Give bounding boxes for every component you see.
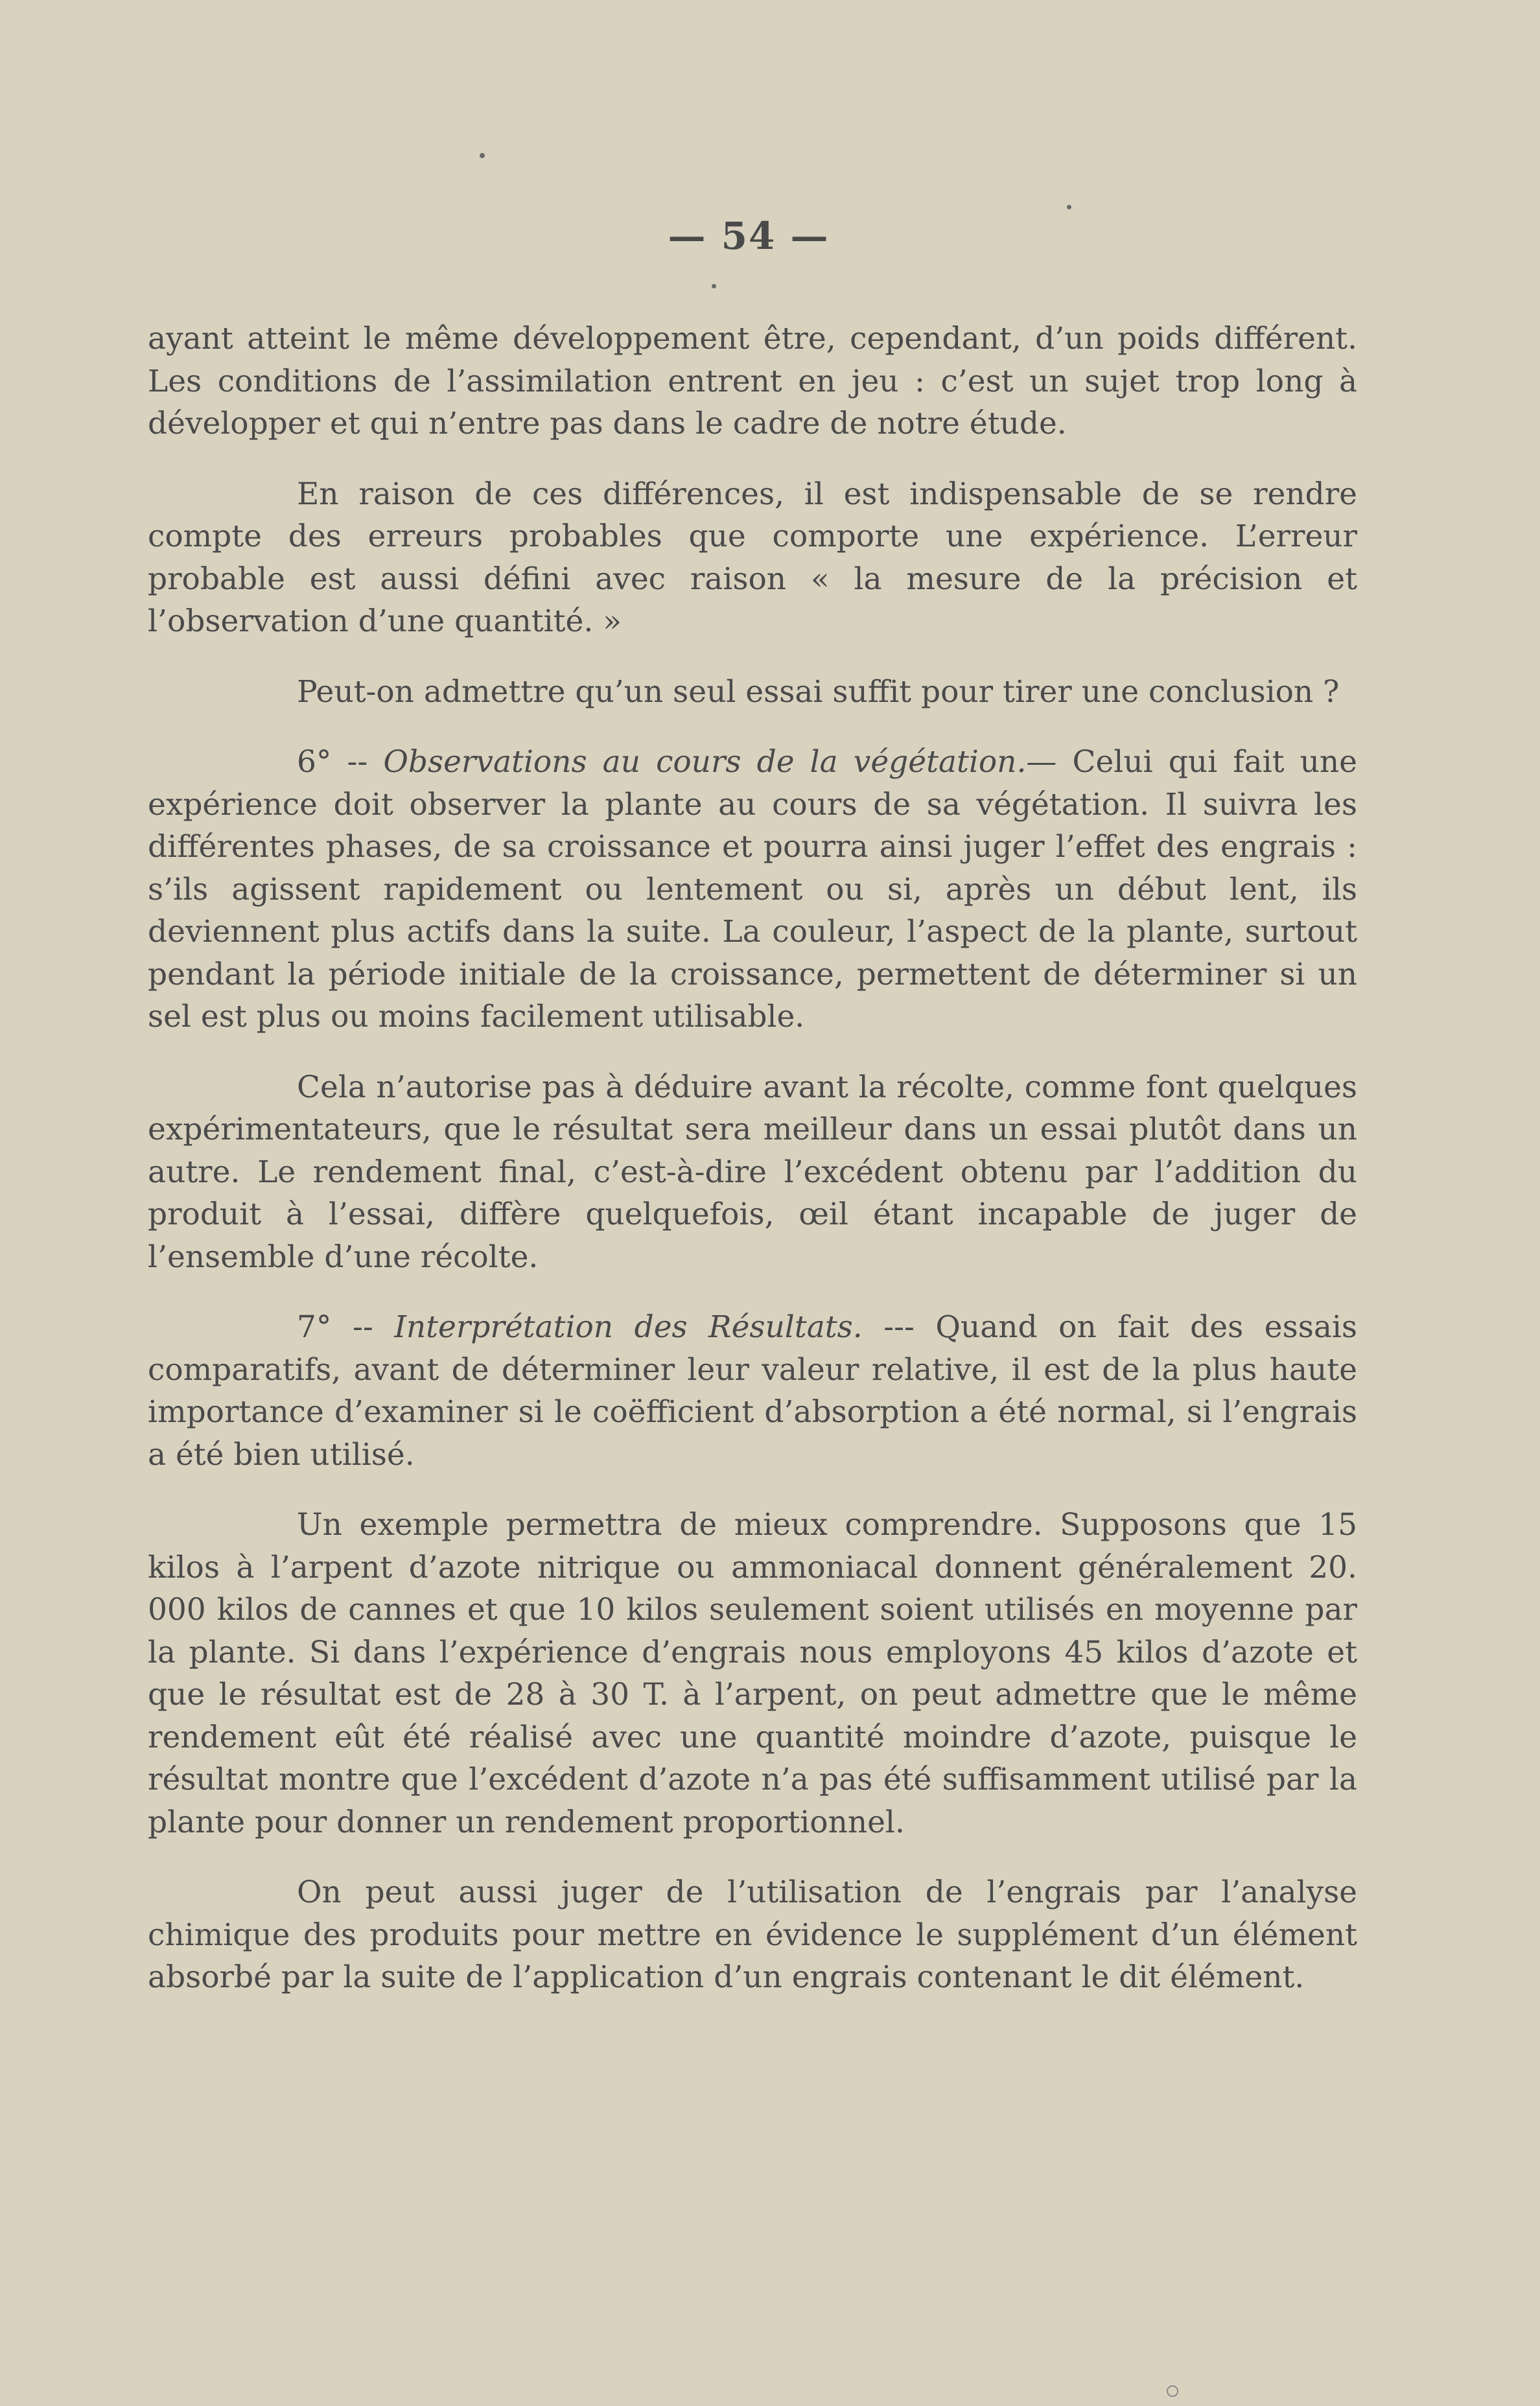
- paragraph-2: En raison de ces différences, il est indispensable de se rendre compte des erreurs probables que comporte une expérience. L’erreur probable est aussi défini avec raison « la mesure de la précision et l’observation d’une quantité. »: [148, 476, 1357, 639]
- paragraph-1: ayant atteint le même développement être, cependant, d’un poids différent. Les conditions de l’assimilation entrent en jeu : c’est un sujet trop long à développer et qui n’entre pas dans le cadre de notre étude.: [148, 321, 1357, 441]
- paragraph-5: Cela n’autorise pas à déduire avant la récolte, comme font quelques expérimentateurs, que le résultat sera meilleur dans un essai plutôt dans un autre. Le rendement final, c’est-à-dire l’excédent obtenu par l’addition du produit à l’essai, diffère quelquefois, œil étant incapable de juger de l’ensemble d’une récolte.: [148, 1069, 1357, 1275]
- paper-speck: [1167, 2385, 1178, 2397]
- section-6-text: — Celui qui fait une expérience doit observer la plante au cours de sa végétation. Il suivra les différentes phases, de sa croissance et pourra ainsi juger l’effet des engrais : s’ils agissent rapidement ou lentement ou si, après un début lent, ils deviennent plus actifs dans la suite. La couleur, l’aspect de la plante, surtout pendant la période initiale de la croissance, permettent de déterminer si un sel est plus ou moins facilement utilisable.: [148, 744, 1357, 1034]
- paragraph-4-section-6: [148, 741, 1357, 1038]
- paragraph-6-section-7: [148, 1306, 1357, 1476]
- paper-speck: [1067, 205, 1071, 209]
- page-number: — 54 —: [668, 214, 830, 258]
- paragraph-3: Peut-on admettre qu’un seul essai suffit pour tirer une conclusion ?: [297, 673, 1340, 710]
- body-text: [148, 318, 1357, 1999]
- section-7-number: 7° --: [297, 1309, 395, 1345]
- section-6-heading: Observations au cours de la végétation.: [383, 744, 1027, 780]
- paragraph-8: On peut aussi juger de l’utilisation de l’engrais par l’analyse chimique des produits pour mettre en évidence le supplément d’un élément absorbé par la suite de l’application d’un engrais contenant le dit élément.: [148, 1875, 1357, 1995]
- section-6-number: 6° --: [297, 744, 384, 780]
- section-7-heading: Interprétation des Résultats.: [394, 1309, 863, 1345]
- paper-speck: [712, 284, 716, 288]
- section-7-text: --- Quand on fait des essais comparatifs, avant de déterminer leur valeur relative, il est de la plus haute importance d’examiner si le coëfficient d’absorption a été normal, si l’engrais a été bien utilisé.: [148, 1309, 1357, 1473]
- paper-speck: [480, 153, 485, 158]
- paragraph-7: Un exemple permettra de mieux comprendre. Supposons que 15 kilos à l’arpent d’azote nitrique ou ammoniacal donnent généralement 20. 000 kilos de cannes et que 10 kilos seulement soient utilisés en moyenne par la plante. Si dans l’expérience d’engrais nous employons 45 kilos d’azote et que le résultat est de 28 à 30 T. à l’arpent, on peut admettre que le même rendement eût été réalisé avec une quantité moindre d’azote, puisque le résultat montre que l’excédent d’azote n’a pas été suffisamment utilisé par la plante pour donner un rendement proportionnel.: [148, 1507, 1357, 1840]
